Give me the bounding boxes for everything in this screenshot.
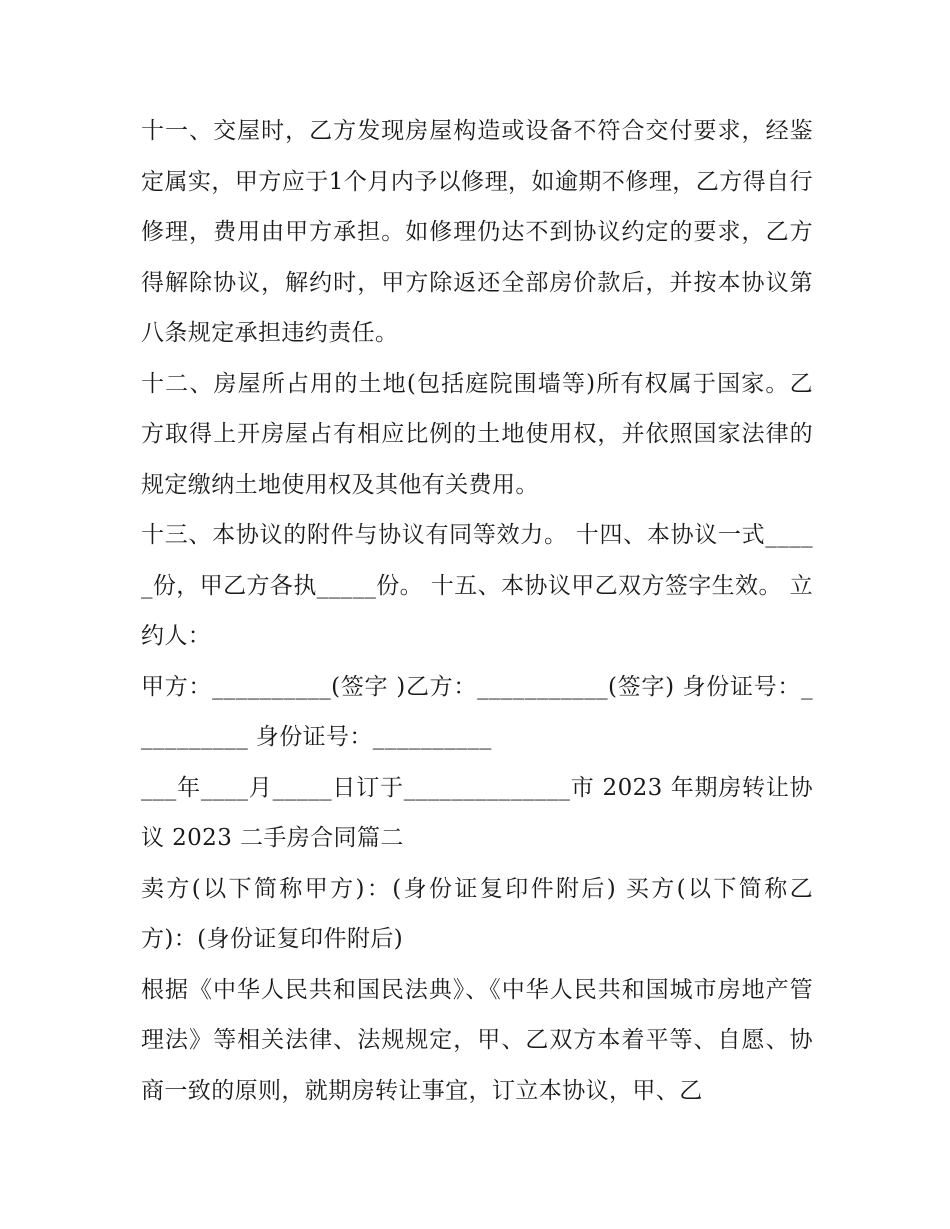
parties-line: 卖方(以下简称甲方)：(身份证复印件附后) 买方(以下简称乙方)：(身份证复印件附后) [141,875,813,952]
legal-basis-paragraph: 根据《中华人民共和国民法典》、《中华人民共和国城市房地产管理法》等相关法律、法规规定，甲、乙双方本着平等、自愿、协商一致的原则，就期房转让事宜，订立本协议，甲、乙 [141,976,813,1104]
document-body [141,106,813,1116]
signature-lines: 甲方：__________(签字 )乙方：___________(签字) 身份证号：__________ 身份证号：__________ [141,673,813,750]
date-location-line: ___年____月_____日订于______________市 2023 年期房转让协议 2023 二手房合同篇二 [141,774,813,851]
clause-eleven: 十一、交屋时，乙方发现房屋构造或设备不符合交付要求，经鉴定属实，甲方应于1个月内予以修理，如逾期不修理，乙方得自行修理，费用由甲方承担。如修理仍达不到协议约定的要求，乙方得解除协议，解约时，甲方除返还全部房价款后，并按本协议第八条规定承担违约责任。 [141,118,813,346]
clause-twelve: 十二、房屋所占用的土地(包括庭院围墙等)所有权属于国家。乙方取得上开房屋占有相应比例的土地使用权，并依照国家法律的规定缴纳土地使用权及其他有关费用。 [141,370,813,498]
clauses-thirteen-to-fifteen: 十三、本协议的附件与协议有同等效力。 十四、本协议一式_____份，甲乙方各执_____份。 十五、本协议甲乙双方签字生效。 立约人： [141,522,813,649]
